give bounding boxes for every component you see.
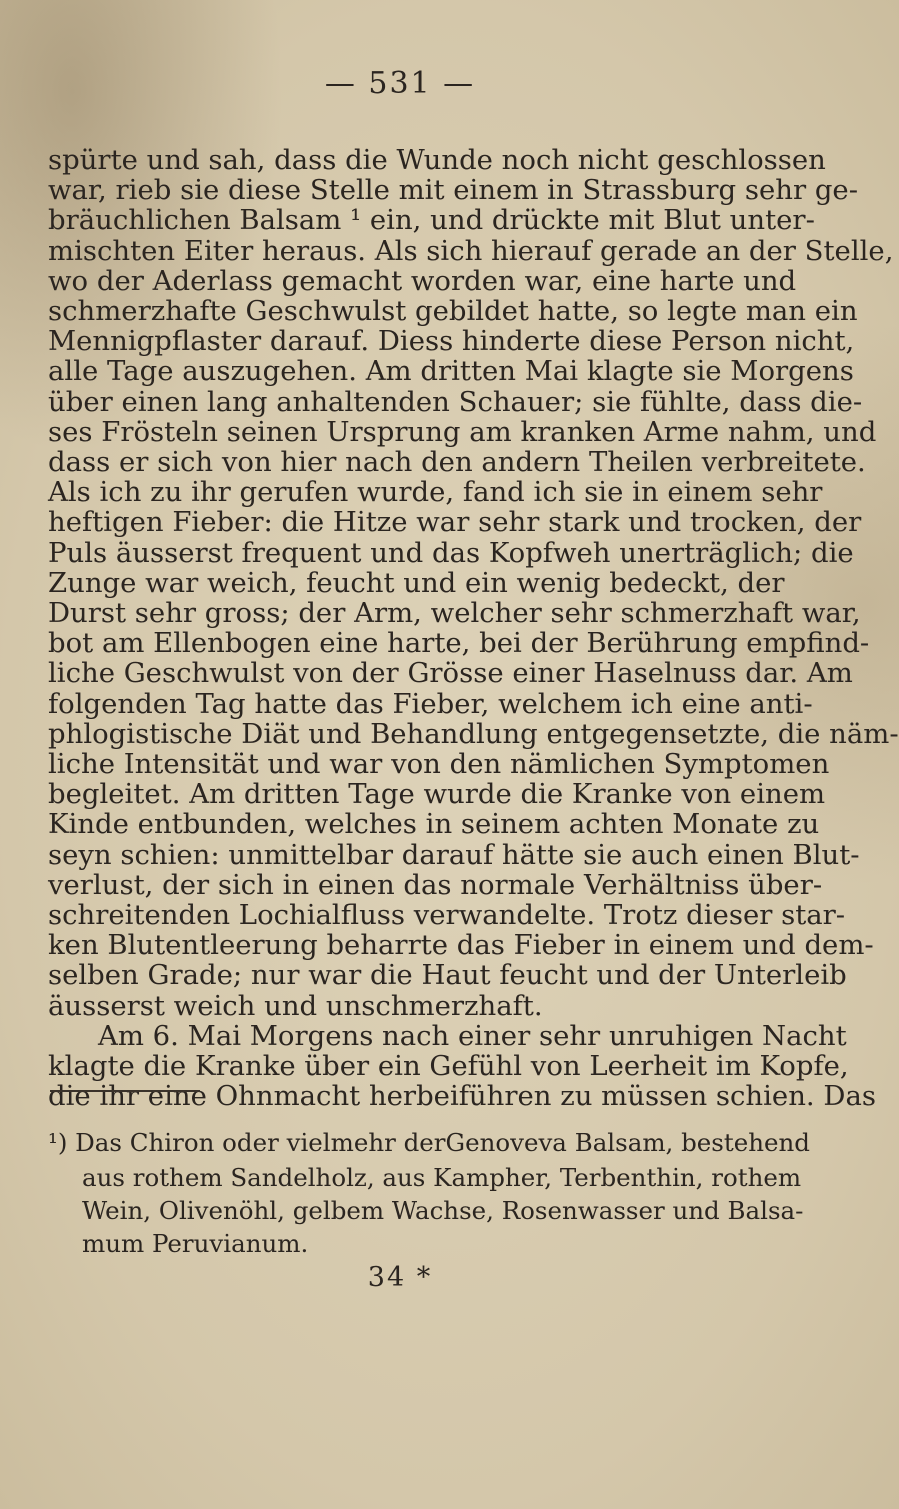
body-line: ses Frösteln seinen Ursprung am kranken Arme nahm, und bbox=[48, 415, 877, 448]
body-line: Als ich zu ihr gerufen wurde, fand ich sie in einem sehr bbox=[48, 476, 823, 509]
body-line: verlust, der sich in einen das normale Verhältniss über- bbox=[48, 868, 823, 901]
body-line: begleitet. Am dritten Tage wurde die Kranke von einem bbox=[48, 778, 826, 811]
body-line: war, rieb sie diese Stelle mit einem in Strassburg sehr ge- bbox=[48, 174, 859, 207]
body-line: seyn schien: unmittelbar darauf hätte sie auch einen Blut- bbox=[48, 838, 860, 871]
body-line: Mennigpflaster darauf. Diess hinderte diese Person nicht, bbox=[48, 325, 855, 358]
body-line: wo der Aderlass gemacht worden war, eine harte und bbox=[48, 264, 797, 297]
footnote-first-line: ¹) Das Chiron oder vielmehr derGenoveva Balsam, bestehend bbox=[48, 1128, 810, 1157]
body-line: äusserst weich und unschmerzhaft. bbox=[48, 989, 543, 1022]
body-line: liche Geschwulst von der Grösse einer Haselnuss dar. Am bbox=[48, 657, 853, 690]
body-line: schmerzhafte Geschwulst gebildet hatte, so legte man ein bbox=[48, 295, 858, 327]
body-line: Puls äusserst frequent und das Kopfweh unerträglich; die bbox=[48, 536, 854, 569]
body-line: liche Intensität und war von den nämlichen Symptomen bbox=[48, 748, 830, 780]
body-line: Zunge war weich, feucht und ein wenig bedeckt, der bbox=[48, 566, 785, 599]
signature-mark: 34 * bbox=[367, 1262, 433, 1293]
body-line: bräuchlichen Balsam ¹ ein, und drückte mit Blut unter- bbox=[48, 204, 815, 237]
body-line: mischten Eiter heraus. Als sich hierauf gerade an der Stelle, bbox=[48, 234, 894, 267]
page-number: — 531 — bbox=[324, 66, 476, 101]
body-line: bot am Ellenbogen eine harte, bei der Berührung empfind- bbox=[48, 627, 870, 660]
footnote-line: Wein, Olivenöhl, gelbem Wachse, Rosenwasser und Balsa- bbox=[82, 1196, 804, 1225]
body-line: ken Blutentleerung beharrte das Fieber in einem und dem- bbox=[48, 929, 874, 962]
body-line: heftigen Fieber: die Hitze war sehr stark und trocken, der bbox=[48, 506, 862, 539]
footnote-line: mum Peruvianum. bbox=[82, 1229, 309, 1258]
paragraph-start-line: Am 6. Mai Morgens nach einer sehr unruhigen Nacht bbox=[98, 1019, 847, 1052]
body-line: Kinde entbunden, welches in seinem achten Monate zu bbox=[48, 808, 820, 841]
body-line: über einen lang anhaltenden Schauer; sie fühlte, dass die- bbox=[48, 385, 863, 418]
body-line: phlogistische Diät und Behandlung entgegensetzte, die näm- bbox=[48, 717, 899, 750]
body-line: Durst sehr gross; der Arm, welcher sehr schmerzhaft war, bbox=[48, 597, 861, 629]
footnote-divider bbox=[50, 1090, 200, 1092]
body-line: dass er sich von hier nach den andern Theilen verbreitete. bbox=[48, 446, 866, 478]
body-line: folgenden Tag hatte das Fieber, welchem ich eine anti- bbox=[48, 687, 813, 720]
body-line: selben Grade; nur war die Haut feucht und der Unterleib bbox=[48, 959, 847, 992]
body-line: schreitenden Lochialfluss verwandelte. Trotz dieser star- bbox=[48, 899, 846, 931]
body-line: die ihr eine Ohnmacht herbeiführen zu müssen schien. Das bbox=[48, 1080, 876, 1113]
body-line: alle Tage auszugehen. Am dritten Mai klagte sie Morgens bbox=[48, 355, 854, 388]
footnote-line: aus rothem Sandelholz, aus Kampher, Terbenthin, rothem bbox=[82, 1163, 802, 1192]
body-line: spürte und sah, dass die Wunde noch nicht geschlossen bbox=[48, 144, 826, 176]
body-line: klagte die Kranke über ein Gefühl von Leerheit im Kopfe, bbox=[48, 1050, 849, 1082]
